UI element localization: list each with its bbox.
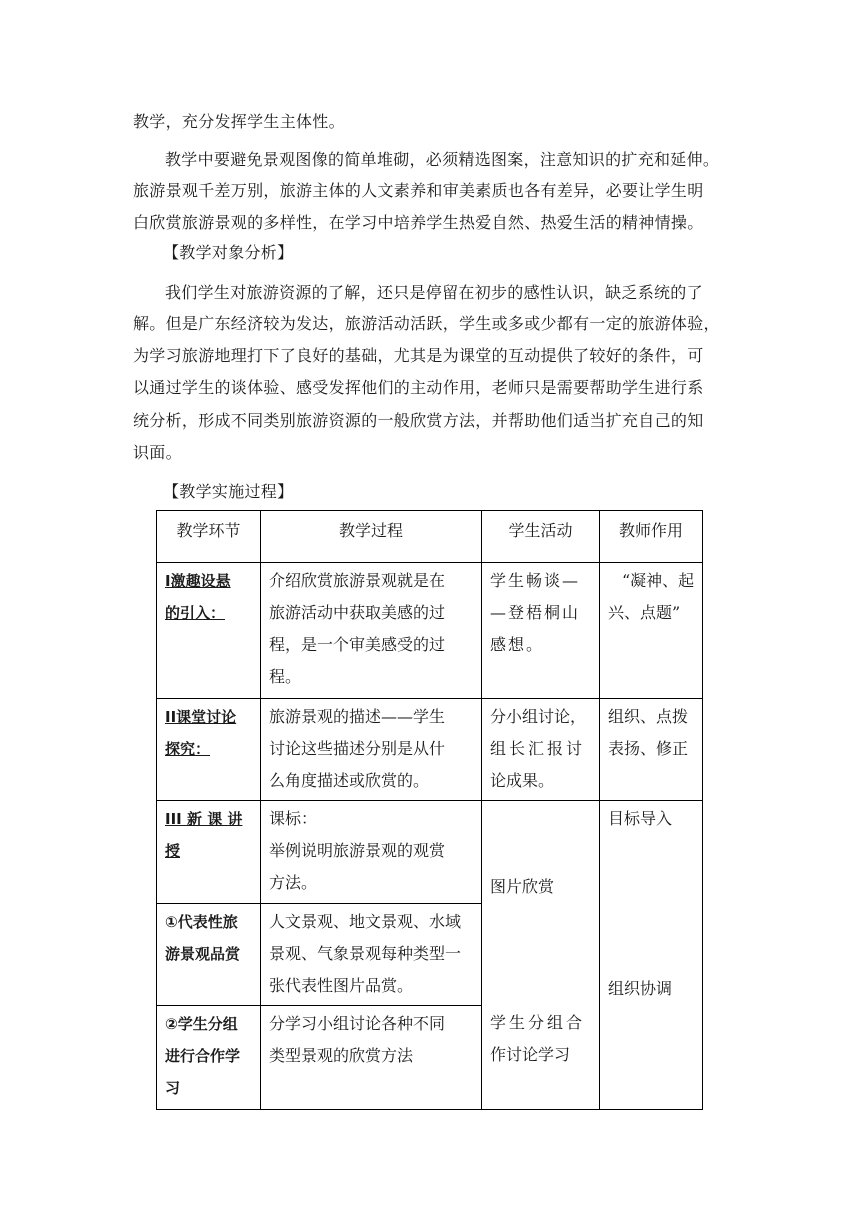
process-text: 程，是一个审美感受的过 <box>269 635 446 654</box>
process-text: 张代表性图片品赏。 <box>269 975 414 995</box>
process-cell <box>261 903 482 1005</box>
process-text: 景观、气象景观每种类型一 <box>269 943 462 963</box>
teacher-text: 表扬、修正 <box>608 739 689 758</box>
header-cell-student: 学生活动 <box>482 511 600 563</box>
process-text: 举例说明旅游景观的观赏 <box>269 841 446 860</box>
header-cell-teacher: 教师作用 <box>600 511 703 563</box>
process-text: 课标： <box>269 809 318 828</box>
teacher-text: 兴、点题” <box>608 603 681 622</box>
paragraph-line: 教学中要避免景观图像的简单堆砌，必须精选图案，注意知识的扩充和延伸。 <box>165 150 720 169</box>
stage-label: 授 <box>165 842 181 860</box>
paragraph-line: 为学习旅游地理打下了良好的基础，尤其是为课堂的互动提供了较好的条件，可 <box>133 346 704 365</box>
student-cell <box>482 903 600 1005</box>
process-table <box>156 510 703 1110</box>
process-text: 人文景观、地文景观、水域 <box>269 911 462 931</box>
student-text: 组长汇报讨 <box>490 739 586 758</box>
section-heading-analysis: 【教学对象分析】 <box>163 243 294 262</box>
paragraph-line: 解。但是广东经济较为发达，旅游活动活跃，学生或多或少都有一定的旅游体验， <box>133 314 720 333</box>
paragraph-line: 统分析，形成不同类别旅游资源的一般欣赏方法，并帮助他们适当扩充自己的知 <box>133 411 704 430</box>
student-cell <box>482 699 600 801</box>
table-header-row <box>157 511 703 563</box>
paragraph-line: 旅游景观千差万别，旅游主体的人文素养和审美素质也各有差异，必要让学生明 <box>133 181 704 200</box>
process-cell <box>261 699 482 801</box>
stage-label: 进行合作学 <box>165 1046 241 1065</box>
process-text: 旅游活动中获取美感的过 <box>269 603 446 622</box>
teacher-cell <box>600 801 703 1110</box>
student-cell <box>482 1005 600 1109</box>
teacher-cell <box>600 699 703 801</box>
process-text: 方法。 <box>269 873 318 892</box>
stage-label: 习 <box>165 1078 181 1097</box>
stage-label: Ⅰ激趣设悬 <box>165 572 231 590</box>
stage-cell <box>157 903 261 1005</box>
teacher-text: 组织协调 <box>608 979 673 998</box>
section-heading-process: 【教学实施过程】 <box>163 482 294 501</box>
process-cell <box>261 801 482 904</box>
student-cell <box>482 801 600 904</box>
student-text: 分小组讨论， <box>490 707 587 726</box>
paragraph-line: 白欣赏旅游景观的多样性，在学习中培养学生热爱自然、热爱生活的精神情操。 <box>133 213 704 232</box>
process-text: 类型景观的欣赏方法 <box>269 1045 414 1065</box>
process-text: 程。 <box>269 667 302 686</box>
student-cell <box>482 563 600 699</box>
student-text: —登梧桐山 <box>490 603 581 622</box>
stage-label: ②学生分组 <box>165 1014 238 1033</box>
stage-cell <box>157 801 261 904</box>
student-text: 论成果。 <box>490 771 555 790</box>
process-cell <box>261 563 482 699</box>
process-text: 讨论这些描述分别是从什 <box>269 739 446 758</box>
stage-label: 探究： <box>165 740 211 758</box>
student-text: 学生畅谈— <box>490 571 581 590</box>
process-text: 么角度描述或欣赏的。 <box>269 771 430 790</box>
student-text: 感想。 <box>490 635 545 654</box>
paragraph-line: 教学，充分发挥学生主体性。 <box>133 112 345 131</box>
table-row <box>157 699 703 801</box>
header-cell-process: 教学过程 <box>261 511 482 563</box>
stage-label: III 新 课 讲 <box>165 810 243 828</box>
stage-cell <box>157 699 261 801</box>
stage-label: ①代表性旅 <box>165 912 238 931</box>
paragraph-line: 识面。 <box>133 443 182 462</box>
paragraph-line: 我们学生对旅游资源的了解，还只是停留在初步的感性认识，缺乏系统的了 <box>165 283 703 302</box>
student-text: 学生分组合 <box>490 1013 586 1032</box>
student-text: 图片欣赏 <box>490 877 555 896</box>
student-text: 作讨论学习 <box>490 1045 571 1064</box>
stage-label: 的引入： <box>165 604 226 622</box>
teacher-text: 组织、点拨 <box>608 707 689 726</box>
table-row <box>157 563 703 699</box>
process-text: 分学习小组讨论各种不同 <box>269 1013 446 1033</box>
process-text: 旅游景观的描述——学生 <box>269 707 446 726</box>
teacher-cell <box>600 563 703 699</box>
teacher-text: “凝神、起 <box>622 571 695 590</box>
header-cell-stage: 教学环节 <box>157 511 261 563</box>
stage-label: II课堂讨论 <box>165 708 237 726</box>
stage-cell <box>157 563 261 699</box>
table-row <box>157 801 703 904</box>
process-text: 介绍欣赏旅游景观就是在 <box>269 571 446 590</box>
stage-cell <box>157 1005 261 1109</box>
paragraph-line: 以通过学生的谈体验、感受发挥他们的主动作用，老师只是需要帮助学生进行系 <box>133 378 704 397</box>
process-cell <box>261 1005 482 1109</box>
stage-label: 游景观品赏 <box>165 944 241 963</box>
teacher-text: 目标导入 <box>608 809 673 828</box>
